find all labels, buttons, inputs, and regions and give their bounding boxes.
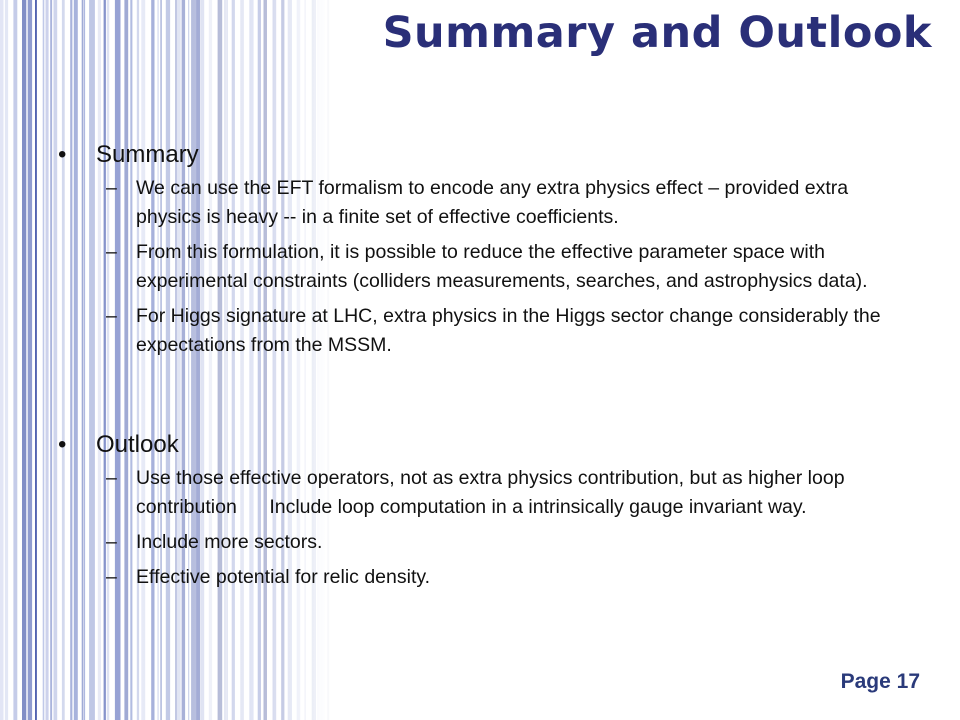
summary-section [58,140,918,360]
outlook-list [58,464,918,592]
outlook-heading [58,430,918,460]
dash-icon: – [106,467,117,489]
dash-icon: – [106,531,117,553]
slide-title: Summary and Outlook [382,8,932,58]
outlook-section [58,430,918,592]
bullet-icon: • [58,141,67,168]
page-number: Page 17 [840,670,920,693]
outlook-item-text: Include more sectors. [136,531,323,553]
list-item [58,302,906,360]
list-item [58,528,906,557]
list-item [58,464,906,522]
dash-icon: – [106,566,117,588]
summary-heading-text: Summary [96,141,199,168]
outlook-heading-text: Outlook [96,431,179,458]
list-item [58,174,906,232]
dash-icon: – [106,177,117,199]
summary-heading [58,140,918,170]
summary-item-text: From this formulation, it is possible to reduce the effective parameter space with experimental constraints (colliders measurements, searches, and astrophysics data). [136,241,868,292]
list-item [58,563,906,592]
summary-item-text: For Higgs signature at LHC, extra physics in the Higgs sector change considerably the expectations from the MSSM. [136,305,881,356]
dash-icon: – [106,305,117,327]
summary-list [58,174,918,360]
decorative-stripes-background [0,0,340,720]
bullet-icon: • [58,431,67,458]
outlook-item-text: Use those effective operators, not as extra physics contribution, but as higher loop contribution Include loop computation in a intrinsically gauge invariant way. [136,467,850,518]
dash-icon: – [106,241,117,263]
list-item [58,238,906,296]
outlook-item-text: Effective potential for relic density. [136,566,431,588]
summary-item-text: We can use the EFT formalism to encode any extra physics effect – provided extra physics is heavy -- in a finite set of effective coefficients. [136,177,849,228]
